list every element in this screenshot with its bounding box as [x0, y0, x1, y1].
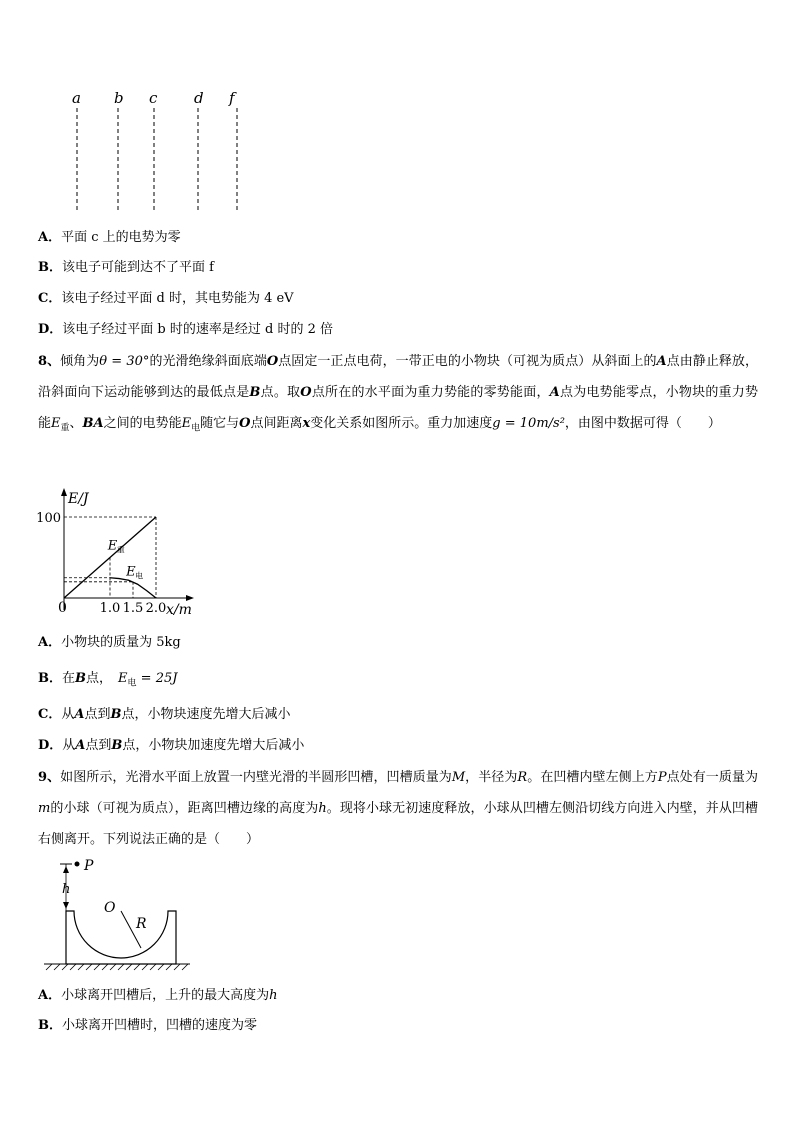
label-h: h — [62, 882, 71, 897]
q8-stem: 8、倾角为θ = 30°的光滑绝缘斜面底端O点固定一正点电荷，一带正电的小物块（可视为质点）从斜面上的A点由静止释放，沿斜面向下运动能够到达的最低点是B点。取O点所在的水平面为重力势能的零势能面，A点为电势能零点，小物块的重力势能$E_重$、BA之间的电势能$E_电$随它与O点间距离x变化关系如图所示。重力加速度g = 10m/s²，由图中数据可得（ ） — [38, 354, 758, 434]
series-label-e-electric-sub: 电 — [135, 571, 144, 581]
label-o: O — [104, 900, 116, 916]
x-tick-label: 1.5 — [122, 601, 144, 616]
plane-label-c: c — [149, 89, 158, 107]
q8-option-d: D．从A点到B点，小物块加速度先增大后减小 — [38, 738, 305, 753]
label-r: R — [136, 916, 147, 932]
y-axis-label: E/J — [68, 491, 89, 507]
series-label-e-gravity-sub: 重 — [116, 545, 125, 555]
y-axis-arrow — [61, 488, 67, 496]
planes-figure — [60, 84, 260, 214]
q7-option-a: A．平面 c 上的电势为零 — [38, 230, 181, 245]
series-e-gravity-line — [64, 517, 156, 598]
groove-figure — [42, 856, 202, 976]
series-label-e-electric: E — [126, 564, 136, 580]
x-axis-arrow — [186, 595, 194, 601]
q7-option-d: D．该电子经过平面 b 时的速率是经过 d 时的 2 倍 — [38, 322, 333, 337]
q9-option-b: B．小球离开凹槽时，凹槽的速度为零 — [38, 1018, 258, 1033]
ball-p — [75, 862, 80, 867]
q7-option-b: B．该电子可能到达不了平面 f — [38, 260, 214, 275]
plane-label-a: a — [72, 89, 81, 107]
label-p: P — [84, 858, 94, 874]
q7-option-c: C．该电子经过平面 d 时，其电势能为 4 eV — [38, 291, 294, 306]
energy-chart — [36, 486, 206, 626]
q9-stem: 9、如图所示，光滑水平面上放置一内壁光滑的半圆形凹槽，凹槽质量为M，半径为R。在凹槽内壁左侧上方P点处有一质量为m的小球（可视为质点），距离凹槽边缘的高度为h。现将小球无初速度释放，小球从凹槽左侧沿切线方向进入内壁，并从凹槽右侧离开。下列说法正确的是（ ） — [38, 770, 758, 847]
origin-label: 0 — [58, 600, 67, 616]
q8-option-b: B．在B点， $E_电 = 25J$ — [38, 671, 178, 689]
plane-label-b: b — [114, 89, 124, 107]
y-tick-label: 100 — [36, 511, 61, 526]
q8-option-a: A．小物块的质量为 5kg — [38, 635, 181, 650]
groove-body — [66, 911, 176, 964]
x-tick-label: 1.0 — [99, 601, 121, 616]
plane-label-f: f — [229, 89, 235, 107]
q9-option-a: A．小球离开凹槽后，上升的最大高度为h — [38, 988, 278, 1003]
x-tick-label: 2.0 — [145, 601, 167, 616]
plane-label-d: d — [194, 89, 204, 107]
q8-option-c: C．从A点到B点，小物块速度先增大后减小 — [38, 707, 291, 722]
x-axis-label: x/m — [166, 602, 192, 618]
series-label-e-gravity: E — [107, 538, 118, 554]
